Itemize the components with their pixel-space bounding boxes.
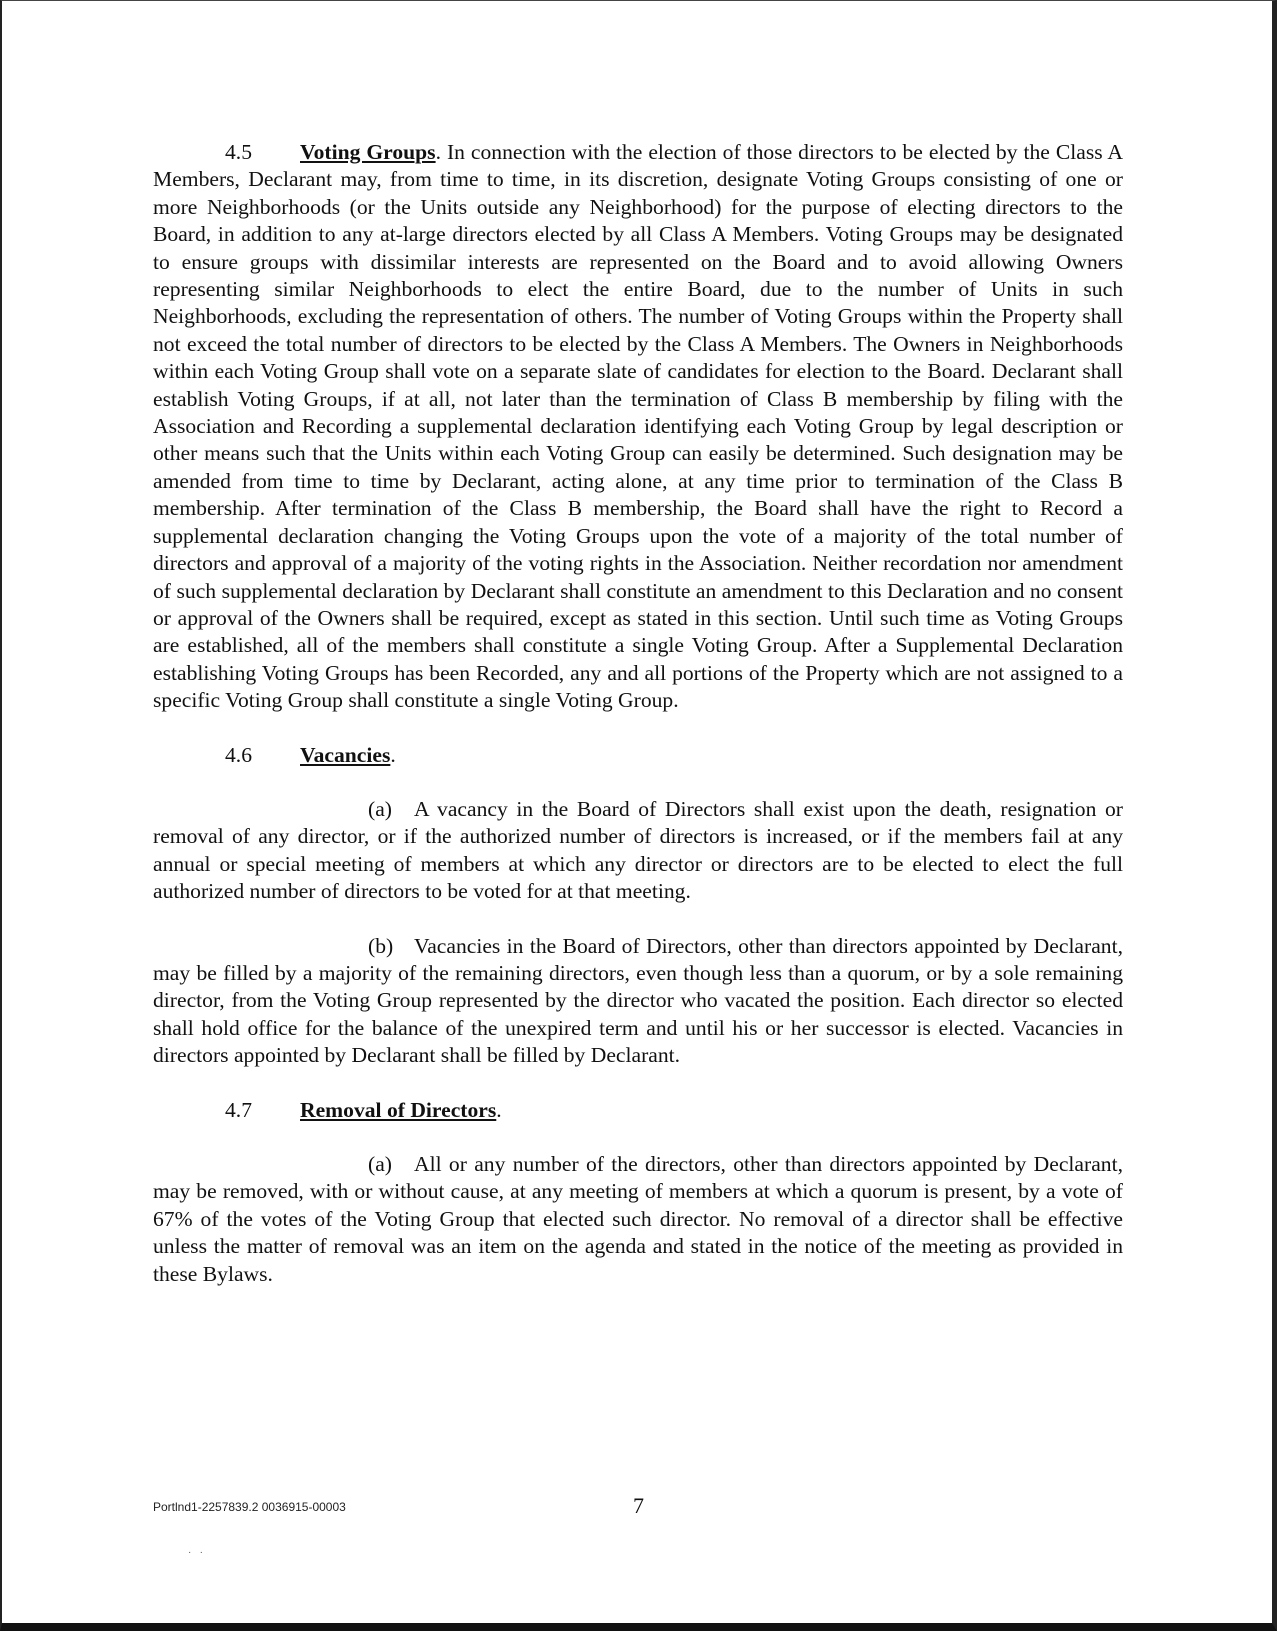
section-body-text: . In connection with the election of those directors to be elected by the Class A Members, Declarant may, from time to time, in its discretion, designate Voting Groups consisting of one or more Neighborhoods (or the Units outside any Neighborhood) for the purpose of electing directors to the Board, in addition to any at-large directors elected by all Class A Members. Voting Groups may be designated to ensure groups with dissimilar interests are represented on the Board and to avoid allowing Owners representing similar Neighborhoods to elect the entire Board, due to the number of Units in such Neighborhoods, excluding the representation of others. The number of Voting Groups within the Property shall not exceed the total number of directors to be elected by the Class A Members. The Owners in Neighborhoods within each Voting Group shall vote on a separate slate of candidates for election to the Board. Declarant shall establish Voting Groups, if at all, not later than the termination of Class B membership by filing with the Association and Recording a supplemental declaration identifying each Voting Group by legal description or other means such that the Units within each Voting Group can easily be determined. Such designation may be amended from time to time by Declarant, acting alone, at any time prior to termination of the Class B membership. After termination of the Class B membership, the Board shall have the right to Record a supplemental declaration changing the Voting Groups upon the vote of a majority of the total number of directors and approval of a majority of the voting rights in the Association. Neither recordation nor amendment of such supplemental declaration by Declarant shall constitute an amendment to this Declaration and no consent or approval of the Owners shall be required, except as stated in this section. Until such time as Voting Groups are established, all of the members shall constitute a single Voting Group. After a Supplemental Declaration establishing Voting Groups has been Recorded, any and all portions of the Property which are not assigned to a specific Voting Group shall constitute a single Voting Group. (153, 140, 1124, 713)
section-heading: Voting Groups (300, 140, 436, 164)
paragraph-text: Vacancies in the Board of Directors, other than directors appointed by Declarant, may be filled by a majority of the remaining directors, even though less than a quorum, or by a sole remaining director, from the Voting Group represented by the director who vacated the position. Each director so elected shall hold office for the balance of the unexpired term and until his or her successor is elected. Vacancies in directors appointed by Declarant shall be filled by Declarant. (153, 933, 1123, 1068)
paragraph-text: All or any number of the directors, other than directors appointed by Declarant, may be removed, with or without cause, at any meeting of members at which a quorum is present, by a vote of 67% of the votes of the Voting Group that elected such director. No removal of a director shall be effective unless the matter of removal was an item on the agenda and stated in the notice of the meeting as provided in these Bylaws. (153, 1152, 1123, 1286)
paragraph-label: (b) (368, 933, 394, 958)
section-number: 4.7 (225, 1097, 252, 1122)
heading-period: . (390, 742, 396, 767)
section-4-6-a-paragraph (153, 796, 1123, 906)
heading-period: . (496, 1097, 502, 1122)
paragraph-label: (a) (368, 1152, 392, 1176)
section-heading: Removal of Directors (300, 1097, 497, 1122)
section-4-7-heading (153, 1097, 1123, 1124)
section-4-5-paragraph (153, 139, 1123, 715)
paragraph-label: (a) (368, 796, 392, 821)
section-4-6-heading (153, 742, 1123, 769)
paragraph-text: A vacancy in the Board of Directors shall exist upon the death, resignation or removal of any director, or if the authorized number of directors is increased, or if the members fail at any annual or special meeting of members at which any director or directors are to be elected to elect the full authorized number of directors to be voted for at that meeting. (153, 796, 1123, 904)
section-4-6-b-paragraph (153, 933, 1123, 1070)
document-body (153, 139, 1123, 1288)
section-heading: Vacancies (300, 742, 391, 767)
section-4-7-a-paragraph (153, 1151, 1123, 1288)
footer-document-id: Portlnd1-2257839.2 0036915-00003 (153, 1500, 346, 1514)
section-number: 4.5 (225, 140, 252, 164)
section-number: 4.6 (225, 742, 252, 767)
page-number: 7 (633, 1493, 644, 1518)
scan-specks: · · (188, 1547, 203, 1558)
